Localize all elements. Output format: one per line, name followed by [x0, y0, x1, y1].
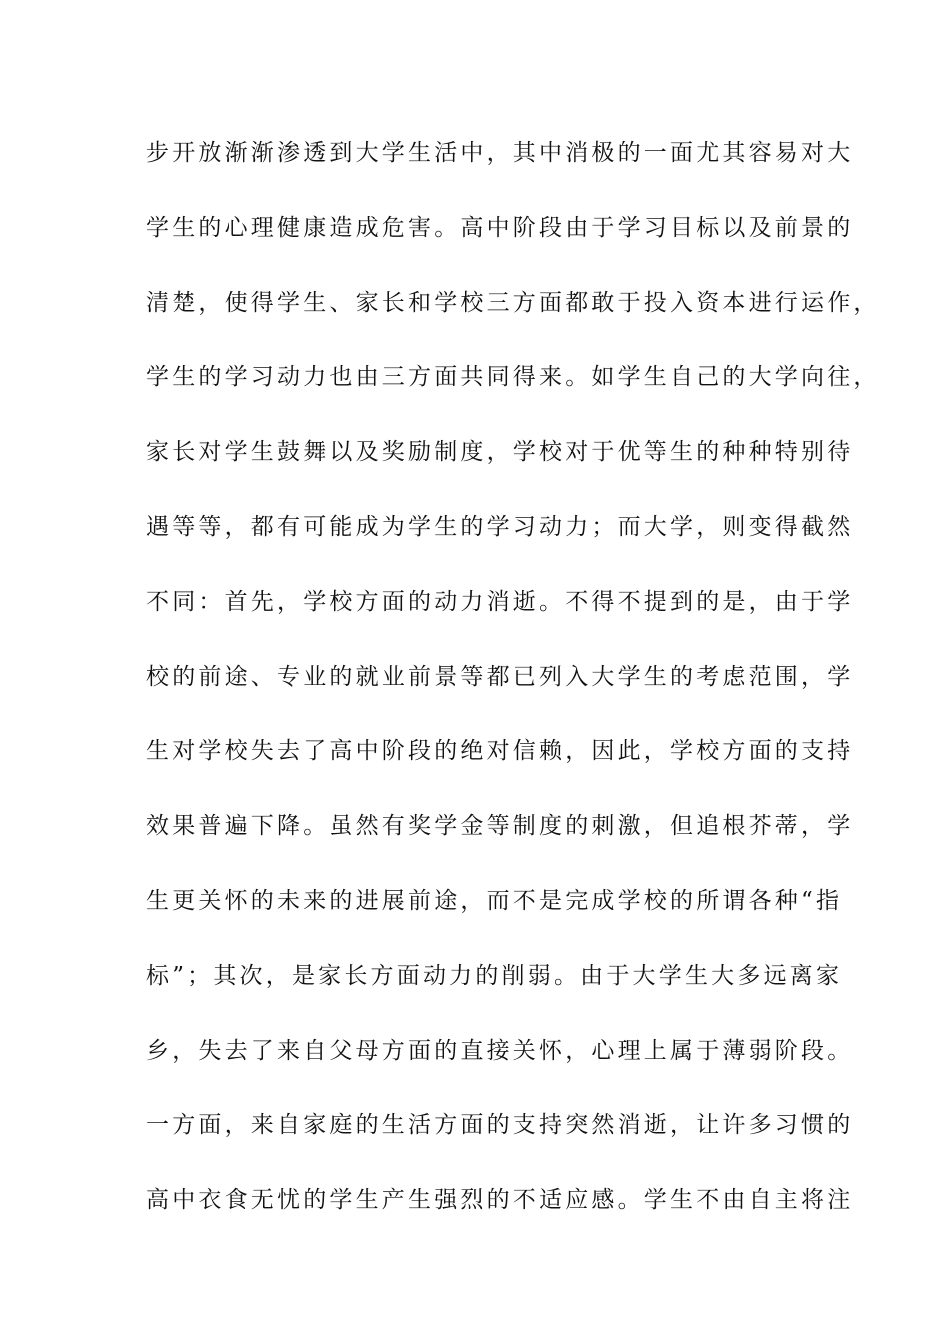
text-line: 学生的学习动力也由三方面共同得来。如学生自己的大学向往，	[146, 364, 880, 391]
text-line: 遇等等，都有可能成为学生的学习动力；而大学，则变得截然	[146, 513, 854, 540]
body-text	[146, 131, 880, 1253]
text-line: 学生的心理健康造成危害。高中阶段由于学习目标以及前景的	[146, 214, 854, 241]
text-line: 乡，失去了来自父母方面的直接关怀，心理上属于薄弱阶段。	[146, 1037, 854, 1064]
text-line: 高中衣食无忧的学生产生强烈的不适应感。学生不由自主将注	[146, 1187, 854, 1214]
text-line: 效果普遍下降。虽然有奖学金等制度的刺激，但追根芥蒂，学	[146, 813, 854, 840]
text-line: 标”；其次，是家长方面动力的削弱。由于大学生大多远离家	[146, 962, 843, 989]
text-line: 一方面，来自家庭的生活方面的支持突然消逝，让许多习惯的	[146, 1112, 854, 1139]
text-line: 步开放渐渐渗透到大学生活中，其中消极的一面尤其容易对大	[146, 140, 854, 166]
text-line: 清楚，使得学生、家长和学校三方面都敢于投入资本进行运作，	[146, 289, 880, 316]
text-line: 生更关怀的未来的进展前途，而不是完成学校的所谓各种“指	[146, 887, 843, 914]
text-line: 生对学校失去了高中阶段的绝对信赖，因此，学校方面的支持	[146, 738, 854, 765]
text-line: 不同：首先，学校方面的动力消逝。不得不提到的是，由于学	[146, 588, 854, 615]
text-line: 校的前途、专业的就业前景等都已列入大学生的考虑范围，学	[146, 663, 854, 690]
text-line: 家长对学生鼓舞以及奖励制度，学校对于优等生的种种特别待	[146, 439, 854, 466]
